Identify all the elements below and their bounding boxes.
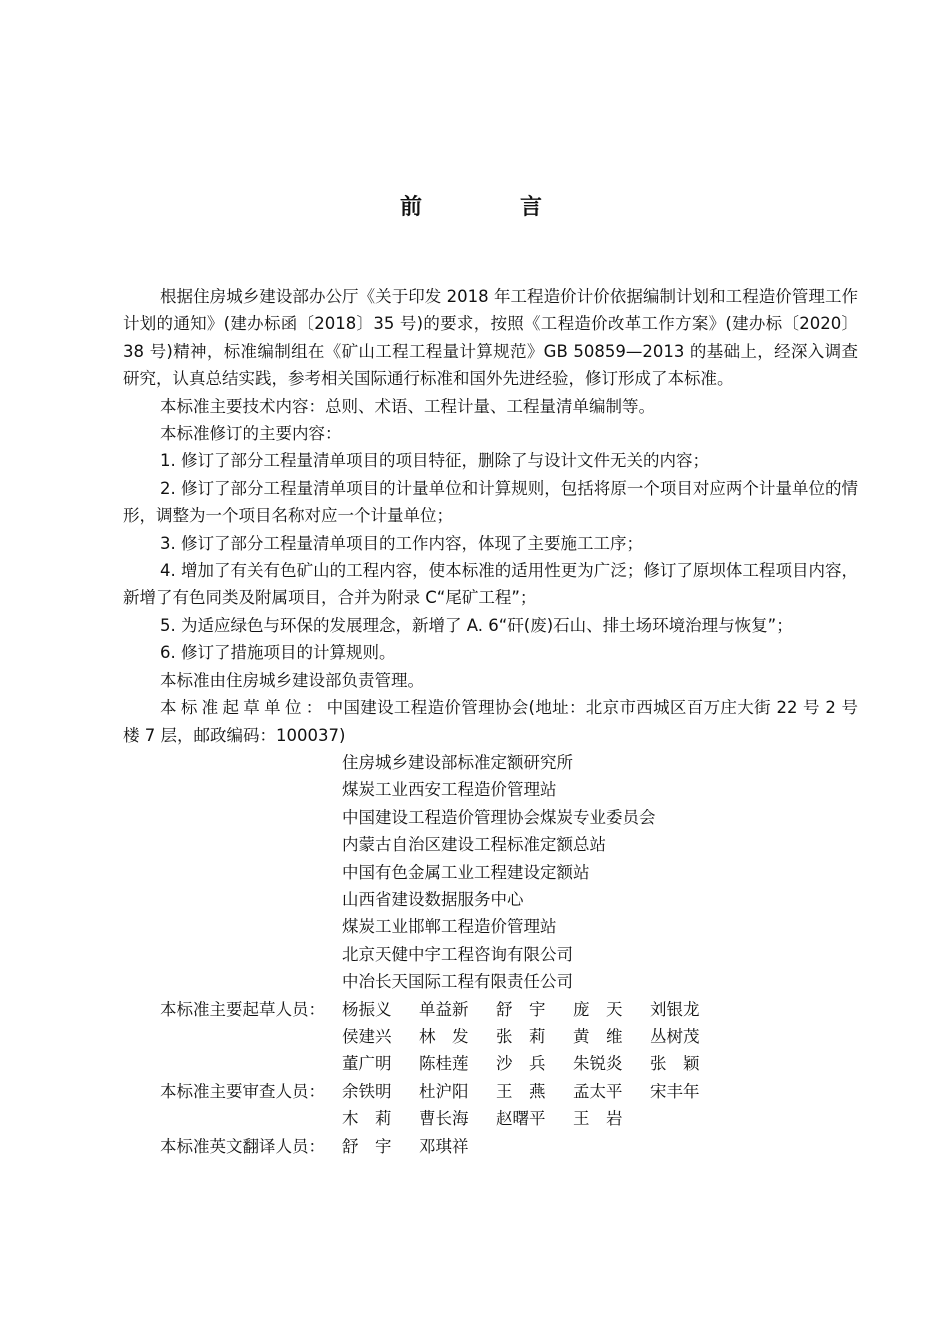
- review-staff: [123, 1078, 858, 1133]
- staff-name: 王 燕: [496, 1081, 546, 1101]
- participating-unit: 北京天健中宇工程咨询有限公司: [342, 944, 573, 964]
- staff-name: 张 莉: [496, 1026, 546, 1046]
- participating-units-list: [123, 749, 858, 996]
- participating-unit: 山西省建设数据服务中心: [342, 889, 524, 909]
- staff-name: 宋丰年: [650, 1081, 700, 1101]
- revision-item-4: 4. 增加了有关有色矿山的工程内容，使本标准的适用性更为广泛；修订了原坝体工程项目内容，新增了有色同类及附属项目，合并为附录 C“尾矿工程”；: [123, 561, 858, 608]
- drafting-staff: [123, 996, 858, 1078]
- paragraph-technical-content: 本标准主要技术内容：总则、术语、工程计量、工程量清单编制等。: [160, 396, 655, 416]
- staff-name: 赵曙平: [496, 1109, 546, 1129]
- staff-name: 丛树茂: [650, 1026, 700, 1046]
- participating-unit: 中冶长天国际工程有限责任公司: [342, 972, 573, 992]
- staff-name: 杨振义: [342, 999, 392, 1019]
- translation-staff-label: 本标准英文翻译人员：: [160, 1136, 325, 1156]
- page-title: 前 言: [399, 195, 580, 220]
- staff-name: 林 发: [419, 1026, 469, 1046]
- staff-name: 庞 天: [573, 999, 623, 1019]
- staff-name: 陈桂莲: [419, 1054, 469, 1074]
- paragraph-management: 本标准由住房城乡建设部负责管理。: [160, 670, 424, 690]
- revision-item-3: 3. 修订了部分工程量清单项目的工作内容，体现了主要施工工序；: [160, 533, 643, 553]
- drafting-unit-label: 本标准起草单位：: [160, 698, 327, 718]
- staff-name: 舒 宇: [342, 1136, 392, 1156]
- drafting-unit: [123, 694, 858, 749]
- revision-item-6: 6. 修订了措施项目的计算规则。: [160, 643, 396, 663]
- drafting-unit-text: 中国建设工程造价管理协会(地址：北京市西城区百万庄大街 22 号 2 号楼 7 层，邮政编码：100037): [123, 698, 858, 745]
- paragraph-basis: 根据住房城乡建设部办公厅《关于印发 2018 年工程造价计价依据编制计划和工程造价管理工作计划的通知》(建办标函〔2018〕35 号)的要求，按照《工程造价改革工作方案》(建办标〔2020〕38 号)精神，标准编制组在《矿山工程工程量计算规范》GB 50859—2013 的基础上，经深入调查研究，认真总结实践，参考相关国际通行标准和国外先进经验，修订形成了本标准。: [123, 287, 858, 389]
- staff-name: 黄 维: [573, 1026, 623, 1046]
- staff-name: 曹长海: [419, 1109, 469, 1129]
- revision-item-1: 1. 修订了部分工程量清单项目的项目特征，删除了与设计文件无关的内容；: [160, 451, 709, 471]
- staff-name: 余铁明: [342, 1081, 392, 1101]
- staff-name: 刘银龙: [650, 999, 700, 1019]
- review-staff-label: 本标准主要审查人员：: [160, 1081, 325, 1101]
- staff-name: 舒 宇: [496, 999, 546, 1019]
- paragraph-revision-intro: 本标准修订的主要内容：: [160, 424, 342, 444]
- participating-unit: 内蒙古自治区建设工程标准定额总站: [342, 835, 606, 855]
- preface-body: [123, 283, 858, 1160]
- staff-name: 木 莉: [342, 1109, 392, 1129]
- staff-name: 杜沪阳: [419, 1081, 469, 1101]
- revision-item-2: 2. 修订了部分工程量清单项目的计量单位和计算规则，包括将原一个项目对应两个计量单位的情形，调整为一个项目名称对应一个计量单位；: [123, 478, 858, 526]
- participating-unit: 煤炭工业邯郸工程造价管理站: [342, 917, 557, 937]
- staff-name: 邓琪祥: [419, 1136, 469, 1156]
- staff-name: 朱锐炎: [573, 1054, 623, 1074]
- participating-unit: 中国建设工程造价管理协会煤炭专业委员会: [342, 807, 656, 827]
- translation-staff-names: [342, 1133, 802, 1160]
- review-staff-names: [342, 1078, 802, 1133]
- staff-name: 单益新: [419, 999, 469, 1019]
- participating-unit: 煤炭工业西安工程造价管理站: [342, 780, 557, 800]
- participating-unit: 中国有色金属工业工程建设定额站: [342, 862, 590, 882]
- translation-staff: [123, 1133, 858, 1160]
- drafting-staff-label: 本标准主要起草人员：: [160, 999, 325, 1019]
- staff-name: 孟太平: [573, 1081, 623, 1101]
- staff-name: 王 岩: [573, 1109, 623, 1129]
- staff-name: 沙 兵: [496, 1054, 546, 1074]
- drafting-staff-names: [342, 996, 802, 1078]
- staff-name: 董广明: [342, 1054, 392, 1074]
- participating-unit: 住房城乡建设部标准定额研究所: [342, 752, 573, 772]
- staff-name: 张 颖: [650, 1054, 700, 1074]
- revision-item-5: 5. 为适应绿色与环保的发展理念，新增了 A. 6“矸(废)石山、排土场环境治理与恢复”；: [160, 615, 793, 635]
- staff-name: 侯建兴: [342, 1026, 392, 1046]
